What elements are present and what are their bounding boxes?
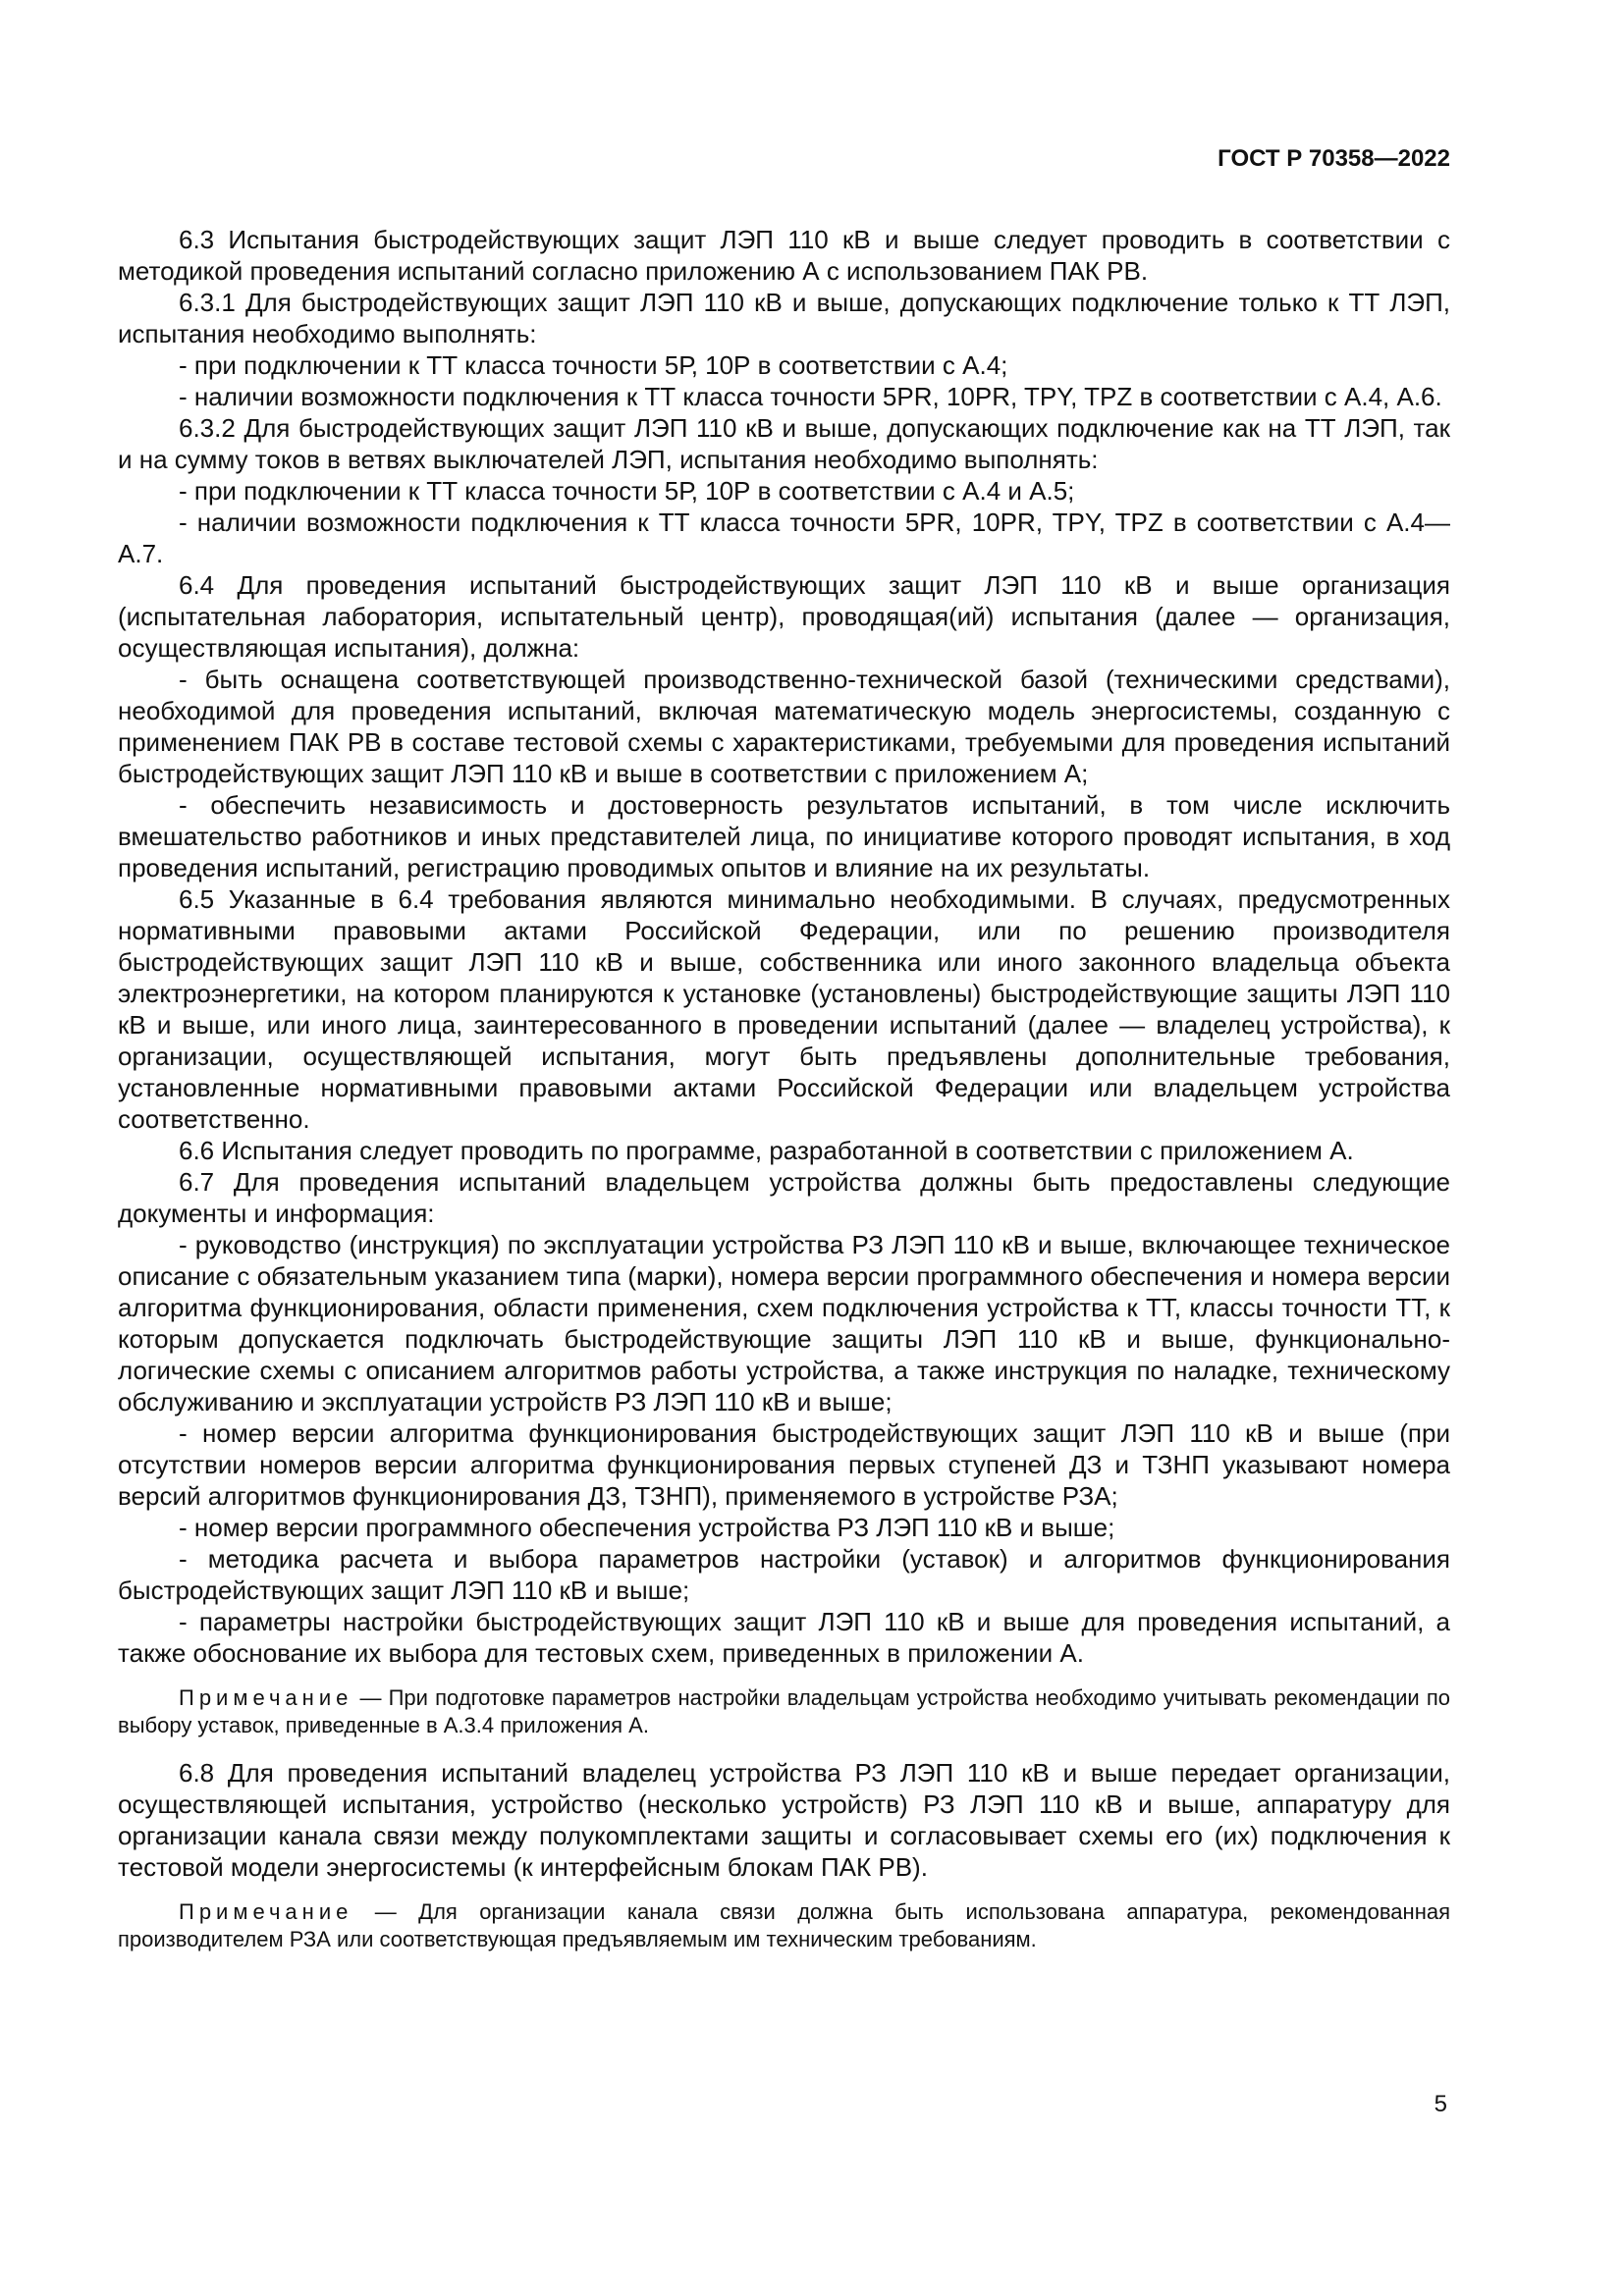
paragraph-6-3-1: 6.3.1 Для быстродействующих защит ЛЭП 110 кВ и выше, допускающих подключение только к ТТ ЛЭП, испытания необходимо выполнять: [118, 288, 1450, 348]
paragraph-6-3: 6.3 Испытания быстродействующих защит ЛЭП 110 кВ и выше следует проводить в соответствии с методикой проведения испытаний согласно приложению А с использованием ПАК РВ. [118, 225, 1450, 286]
note-text: — Для организации канала связи должна быть использована аппаратура, рекомендованная производителем РЗА или соответствующая предъявляемым им техническим требованиям. [118, 1899, 1450, 1951]
list-item: - номер версии алгоритма функционирования быстродействующих защит ЛЭП 110 кВ и выше (при отсутствии номеров версии алгоритма функционирования первых ступеней ДЗ и ТЗНП указывают номера версий алгоритмов функционирования ДЗ, ТЗНП), применяемого в устройстве РЗА; [118, 1418, 1450, 1511]
list-item: - параметры настройки быстродействующих защит ЛЭП 110 кВ и выше для проведения испытаний, а также обоснование их выбора для тестовых схем, приведенных в приложении А. [118, 1607, 1450, 1668]
document-body [118, 224, 1450, 1971]
paragraph-6-5: 6.5 Указанные в 6.4 требования являются минимально необходимыми. В случаях, предусмотренных нормативными правовыми актами Российской Федерации, или по решению производителя быстродействующих защит ЛЭП 110 кВ и выше, собственника или иного законного владельца объекта электроэнергетики, на котором планируются к установке (установлены) быстродействующие защиты ЛЭП 110 кВ и выше, или иного лица, заинтересованного в проведении испытаний (далее — владелец устройства), к организации, осуществляющей испытания, могут быть предъявлены дополнительные требования, установленные нормативными правовыми актами Российской Федерации или владельцем устройства соответственно. [118, 884, 1450, 1134]
paragraph-6-3-2: 6.3.2 Для быстродействующих защит ЛЭП 110 кВ и выше, допускающих подключение как на ТТ ЛЭП, так и на сумму токов в ветвях выключателей ЛЭП, испытания необходимо выполнять: [118, 413, 1450, 474]
list-item: - при подключении к ТТ класса точности 5Р, 10Р в соответствии с А.4 и А.5; [179, 476, 1075, 506]
list-item: - руководство (инструкция) по эксплуатации устройства РЗ ЛЭП 110 кВ и выше, включающее техническое описание с обязательным указанием типа (марки), номера версии программного обеспечения и номера версии алгоритма функционирования, области применения, схем подключения устройства к ТТ, классы точности ТТ, к которым допускается подключать быстродействующие защиты ЛЭП 110 кВ и выше, функционально-логические схемы с описанием алгоритмов работы устройства, а также инструкция по наладке, техническому обслуживанию и эксплуатации устройств РЗ ЛЭП 110 кВ и выше; [118, 1230, 1450, 1416]
note-text: — При подготовке параметров настройки владельцам устройства необходимо учитывать рекомендации по выбору уставок, приведенные в А.3.4 приложения А. [118, 1685, 1450, 1737]
paragraph-6-8: 6.8 Для проведения испытаний владелец устройства РЗ ЛЭП 110 кВ и выше передает организации, осуществляющей испытания, устройство (несколько устройств) РЗ ЛЭП 110 кВ и выше, аппаратуру для организации канала связи между полукомплектами защиты и согласовывает схемы его (их) подключения к тестовой модели энергосистемы (к интерфейсным блокам ПАК РВ). [118, 1758, 1450, 1882]
list-item: - при подключении к ТТ класса точности 5Р, 10Р в соответствии с А.4; [179, 350, 1008, 380]
note-label: Примечание [179, 1685, 353, 1710]
list-item: - наличии возможности подключения к ТТ класса точности 5PR, 10PR, TPY, TPZ в соответствии с А.4, А.6. [179, 382, 1442, 411]
list-item: - наличии возможности подключения к ТТ класса точности 5PR, 10PR, TPY, TPZ в соответствии с А.4—А.7. [118, 507, 1450, 568]
note-label: Примечание [179, 1899, 353, 1924]
note-1 [118, 1684, 1450, 1739]
standard-designation: ГОСТ Р 70358—2022 [1218, 145, 1450, 172]
list-item: - обеспечить независимость и достоверность результатов испытаний, в том числе исключить вмешательство работников и иных представителей лица, по инициативе которого проводят испытания, в ход проведения испытаний, регистрацию проводимых опытов и влияние на их результаты. [118, 790, 1450, 882]
list-item: - методика расчета и выбора параметров настройки (уставок) и алгоритмов функционирования быстродействующих защит ЛЭП 110 кВ и выше; [118, 1544, 1450, 1605]
paragraph-6-4: 6.4 Для проведения испытаний быстродействующих защит ЛЭП 110 кВ и выше организация (испытательная лаборатория, испытательный центр), проводящая(ий) испытания (далее — организация, осуществляющая испытания), должна: [118, 570, 1450, 663]
paragraph-6-6: 6.6 Испытания следует проводить по программе, разработанной в соответствии с приложением А. [179, 1136, 1354, 1165]
page-number: 5 [1434, 2091, 1447, 2117]
note-2 [118, 1898, 1450, 1953]
list-item: - номер версии программного обеспечения устройства РЗ ЛЭП 110 кВ и выше; [179, 1513, 1115, 1542]
list-item: - быть оснащена соответствующей производственно-технической базой (техническими средствами), необходимой для проведения испытаний, включая математическую модель энергосистемы, созданную с применением ПАК РВ в составе тестовой схемы с характеристиками, требуемыми для проведения испытаний быстродействующих защит ЛЭП 110 кВ и выше в соответствии с приложением А; [118, 665, 1450, 788]
paragraph-6-7: 6.7 Для проведения испытаний владельцем устройства должны быть предоставлены следующие документы и информация: [118, 1167, 1450, 1228]
